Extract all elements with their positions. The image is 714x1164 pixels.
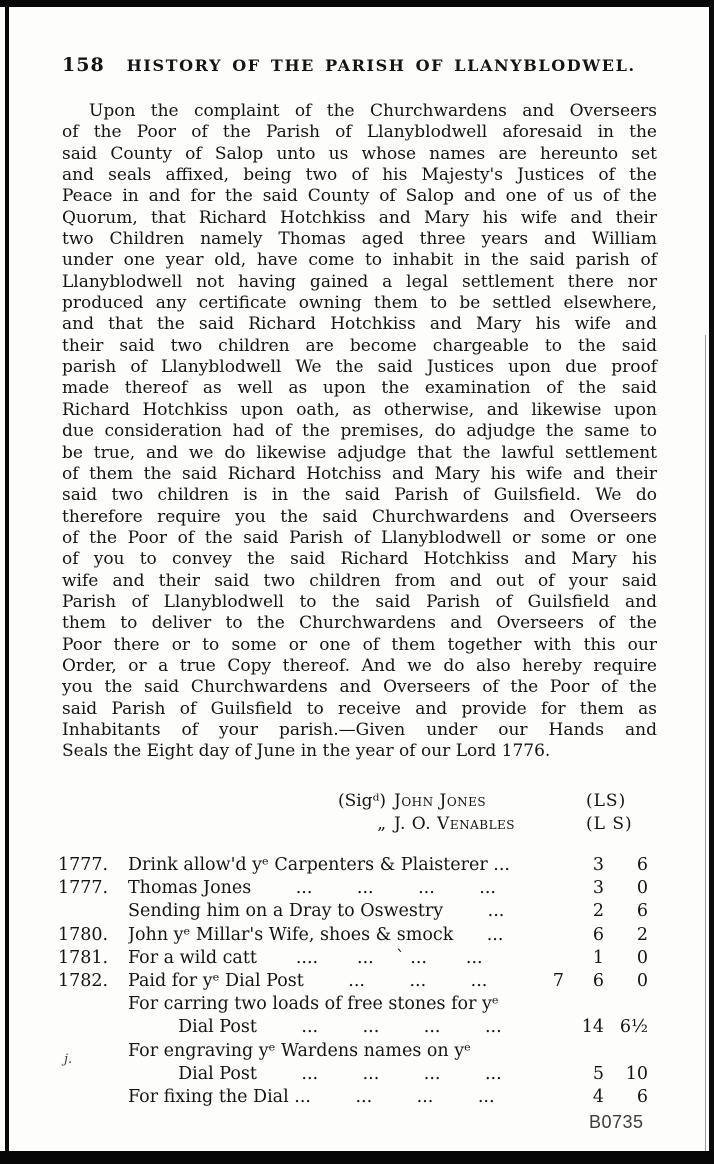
text-line: and seals affixed, being two of his Majesty's Justices of the [62,165,657,186]
ledger-description: Dial Post ... ... ... ... [128,1017,502,1038]
ledger-pence: 6 [636,855,648,875]
ledger-shillings [570,993,608,1016]
ledger-year [58,1016,128,1039]
text-line: Quorum, that Richard Hotchkiss and Mary his wife and their [62,207,657,228]
text-line: Poor there or to some or one of them together with this our [62,634,657,655]
text-line: of the Poor of the Parish of Llanyblodwell aforesaid in the [62,122,657,143]
ledger-pounds [546,1063,570,1086]
legal-text [62,101,657,763]
ledger-description: Sending him on a Dray to Oswestry ... [128,901,505,922]
scan-id-stamp: B0735 [589,1112,644,1132]
ledger-description: Paid for yᵉ Dial Post ... ... ... [128,971,488,992]
ledger-pounds [546,947,570,970]
text-line: under one year old, have come to inhabit in the said parish of [62,250,657,271]
text-line: therefore require you the said Churchwardens and Overseers [62,506,657,527]
text-line: Llanyblodwell not having gained a legal settlement there nor [62,271,657,292]
ledger-pence: 2 [636,924,648,945]
ledger-description: For carring two loads of free stones for yᵉ [128,994,499,1015]
ledger-row [58,1063,656,1086]
running-title: HISTORY OF THE PARISH OF LLANYBLODWEL. [126,56,636,75]
ledger-pence: 0 [636,971,648,992]
ledger-shillings: 1 [592,947,604,968]
text-line: and that the said Richard Hotchkiss and Mary his wife and [62,314,657,335]
ledger-description: For engraving yᵉ Wardens names on yᵉ [128,1040,471,1061]
ledger-pounds: 7 [552,971,564,992]
ledger-row [58,947,656,970]
text-line: Richard Hotchkiss upon oath, as otherwise, and likewise upon [62,399,657,420]
text-line: of you to convey the said Richard Hotchkiss and Mary his [62,549,657,570]
ledger-year [58,900,128,923]
ledger-shillings: 6 [592,924,604,945]
ledger-pounds [546,1016,570,1039]
ledger-pence [608,993,656,1016]
text-line: of the Poor of the said Parish of Llanyblodwell or some or one [62,527,657,548]
ledger-pence: 6 [636,1087,648,1108]
ledger-shillings: 3 [592,878,604,899]
text-line: Inhabitants of your parish.—Given under our Hands and [62,719,657,740]
ledger-shillings: 6 [592,971,604,992]
text-line: produced any certificate owning them to be settled elsewhere, [62,293,657,314]
text-line: two Children namely Thomas aged three years and William [62,229,657,250]
ledger-shillings: 2 [592,901,604,922]
ledger-pounds [546,877,570,900]
text-line: parish of Llanyblodwell We the said Justices upon due proof [62,357,657,378]
seal-mark: (L S) [586,813,633,834]
ledger-pence: 0 [636,878,648,899]
ledger-shillings [570,1040,608,1063]
ledger-pence: 6 [636,901,648,922]
ledger-pounds [546,854,570,877]
ledger-description: Thomas Jones ... ... ... ... [128,878,496,899]
scan-border-bottom [0,1151,714,1164]
ledger-pounds [546,1040,570,1063]
ledger-row [58,900,656,923]
ledger-year: 1782. [58,971,109,992]
page-edge-line [705,335,706,1153]
text-line: their said two children are become chargeable to the said [62,335,657,356]
text-line: be true, and we do likewise adjudge that the lawful settlement [62,442,657,463]
ledger-row [58,1016,656,1039]
ledger-description: Drink allow'd yᵉ Carpenters & Plaisterer ... [128,855,510,875]
text-line: said two children is in the said Parish of Guilsfield. We do [62,485,657,506]
ledger-row [58,1086,656,1109]
ledger-pounds [546,993,570,1016]
ledger-pence [608,1040,656,1063]
ledger-pounds [546,924,570,947]
ledger-pence: 0 [636,947,648,968]
signature-label: „ [377,813,386,834]
ledger-row [58,924,656,947]
ledger-pence: 10 [625,1063,648,1084]
signatory-name: John Jones [394,791,487,811]
text-line: you the said Churchwardens and Overseers of the Poor of the [62,677,657,698]
scan-border-left [5,0,9,1164]
ledger-description: For a wild catt .... ... ` ... ... [128,947,483,968]
text-line: of them the said Richard Hotchiss and Mary his wife and their [62,463,657,484]
text-line: due consideration had of the premises, do adjudge the same to [62,421,657,442]
ledger-shillings: 3 [592,855,604,875]
text-line: wife and their said two children from and out of your said [62,570,657,591]
ledger-year: 1781. [58,947,109,968]
account-ledger [58,854,656,1109]
ledger-shillings: 14 [581,1017,604,1038]
page-number: 158 [62,54,105,76]
signature-block [308,790,658,835]
text-line: Upon the complaint of the Churchwardens and Overseers [89,101,657,121]
page-header [62,54,658,76]
ledger-row [58,1040,656,1063]
text-line: Peace in and for the said County of Salop and one of us of the [62,186,657,207]
signatory-name: J. O. Venables [394,813,516,834]
ledger-year [58,993,128,1016]
ledger-year [58,1086,128,1109]
text-line: Order, or a true Copy thereof. And we do also hereby require [62,655,657,676]
ledger-year: 1777. [58,855,109,875]
ledger-row [58,970,656,993]
seal-mark: (LS) [586,791,627,811]
scan-border-top [0,0,714,7]
ledger-year: 1777. [58,878,109,899]
ledger-description: For fixing the Dial ... ... ... ... [128,1087,495,1108]
ledger-pence: 6½ [619,1017,648,1038]
text-line: Seals the Eight day of June in the year of our Lord 1776. [62,741,551,762]
ledger-year: 1780. [58,924,109,945]
ledger-description: Dial Post ... ... ... ... [128,1063,502,1084]
ledger-pounds [546,900,570,923]
text-line: Parish of Llanyblodwell to the said Parish of Guilsfield and [62,591,657,612]
signature-row [308,813,658,836]
ledger-row [58,993,656,1016]
ledger-description: John yᵉ Millar's Wife, shoes & smock ... [128,924,504,945]
text-line: made thereof as well as upon the examination of the said [62,378,657,399]
signature-label: (Sigᵈ) [337,791,386,811]
ink-mark: j. [64,1052,73,1067]
scan-border-right [709,0,714,1164]
ledger-shillings: 4 [592,1087,604,1108]
text-line: said County of Salop unto us whose names are hereunto set [62,143,657,164]
ledger-row [58,854,656,877]
text-line: them to deliver to the Churchwardens and Overseers of the [62,613,657,634]
ledger-pounds [546,1086,570,1109]
signature-row [308,790,658,813]
text-line: said Parish of Guilsfield to receive and provide for them as [62,698,657,719]
ledger-shillings: 5 [592,1063,604,1084]
ledger-row [58,877,656,900]
